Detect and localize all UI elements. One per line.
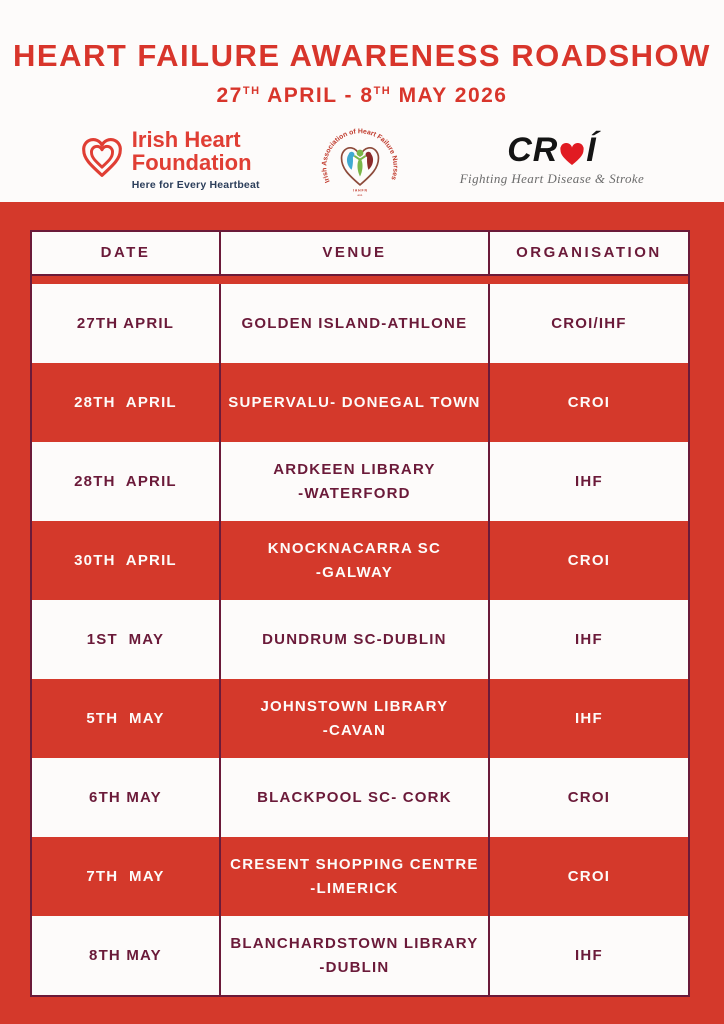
date-cell: 28TH APRIL xyxy=(74,472,177,490)
table-row xyxy=(32,442,688,521)
venue-line: -CAVAN xyxy=(322,721,387,739)
subtitle-superscript: TH xyxy=(242,85,261,97)
organisation-cell: CROI xyxy=(567,867,611,885)
header-band xyxy=(0,0,724,202)
venue-line: BLANCHARDSTOWN LIBRARY xyxy=(230,935,479,953)
croi-text-pre: CR xyxy=(507,131,559,169)
ihf-name-line1: Irish Heart xyxy=(131,127,241,153)
organisation-cell: IHF xyxy=(575,472,603,490)
table-row xyxy=(32,284,688,363)
date-range-subtitle xyxy=(0,84,724,108)
venue-cell xyxy=(219,758,490,837)
column-header-venue: VENUE xyxy=(219,232,490,274)
table-body xyxy=(32,284,688,995)
svg-text:I A H F N: I A H F N xyxy=(352,188,367,193)
venue-line: -LIMERICK xyxy=(310,879,399,897)
irish-heart-foundation-logo xyxy=(80,129,260,191)
svg-text:est.: est. xyxy=(357,192,363,197)
venue-cell xyxy=(219,442,490,521)
venue-line: DUNDRUM SC-DUBLIN xyxy=(262,630,447,648)
venue-line: GOLDEN ISLAND-ATHLONE xyxy=(241,314,468,332)
ihf-text xyxy=(132,129,260,191)
subtitle-superscript: TH xyxy=(373,85,392,97)
subtitle-part: 27 xyxy=(216,84,243,107)
venue-line: -GALWAY xyxy=(315,563,393,581)
venue-cell xyxy=(219,679,490,758)
organisation-cell: CROI xyxy=(567,788,611,806)
table-row xyxy=(32,758,688,837)
venue-line: -WATERFORD xyxy=(298,484,411,502)
organisation-cell: IHF xyxy=(575,946,603,964)
croi-text-post: Í xyxy=(586,131,597,169)
venue-cell xyxy=(219,284,490,363)
date-cell: 8TH MAY xyxy=(89,946,162,964)
venue-line: ARDKEEN LIBRARY xyxy=(273,461,436,479)
table-row xyxy=(32,521,688,600)
header-divider-bar xyxy=(32,274,688,284)
date-cell: 28TH APRIL xyxy=(74,393,177,411)
venue-line: SUPERVALU- DONEGAL TOWN xyxy=(228,393,481,411)
date-cell: 6TH MAY xyxy=(89,788,162,806)
venue-line: KNOCKNACARRA SC xyxy=(267,540,442,558)
organisation-cell: IHF xyxy=(575,709,603,727)
date-cell: 7TH MAY xyxy=(86,867,165,885)
subtitle-part: MAY 2026 xyxy=(391,84,508,107)
date-cell: 30TH APRIL xyxy=(74,551,177,569)
venue-cell xyxy=(219,600,490,679)
croi-heart-icon xyxy=(559,139,585,163)
organisation-cell: CROI/IHF xyxy=(551,314,627,332)
croi-wordmark xyxy=(507,133,597,167)
venue-cell xyxy=(219,363,490,442)
heart-outline-icon xyxy=(80,137,124,184)
table-row xyxy=(32,679,688,758)
table-row xyxy=(32,916,688,995)
venue-cell xyxy=(219,521,490,600)
roadshow-schedule-table xyxy=(30,230,690,997)
venue-cell xyxy=(219,916,490,995)
logo-strip xyxy=(0,118,724,202)
venue-line: JOHNSTOWN LIBRARY xyxy=(260,698,449,716)
venue-cell xyxy=(219,837,490,916)
table-header-row xyxy=(32,232,688,274)
croi-tagline: Fighting Heart Disease & Stroke xyxy=(459,171,645,186)
table-row xyxy=(32,600,688,679)
date-cell: 5TH MAY xyxy=(86,709,165,727)
table-row xyxy=(32,363,688,442)
subtitle-part: APRIL - 8 xyxy=(260,84,374,107)
venue-line: BLACKPOOL SC- CORK xyxy=(257,788,452,806)
date-cell: 27TH APRIL xyxy=(76,314,175,332)
venue-line: CRESENT SHOPPING CENTRE xyxy=(230,856,479,874)
table-row xyxy=(32,837,688,916)
organisation-cell: CROI xyxy=(567,551,611,569)
iahfn-logo xyxy=(318,116,402,205)
iahfn-arc-text: Irish Association of Heart Failure Nurses xyxy=(321,127,399,184)
ihf-tagline: Here for Every Heartbeat xyxy=(131,178,260,191)
ihf-name-line2: Foundation xyxy=(131,149,252,175)
column-header-date: DATE xyxy=(100,244,151,262)
column-header-organisation: ORGANISATION xyxy=(516,244,662,262)
organisation-cell: IHF xyxy=(575,630,603,648)
date-cell: 1ST MAY xyxy=(86,630,165,648)
croi-logo xyxy=(460,133,645,187)
page-title: HEART FAILURE AWARENESS ROADSHOW xyxy=(13,38,711,73)
organisation-cell: CROI xyxy=(567,393,611,411)
venue-line: -DUBLIN xyxy=(319,958,390,976)
